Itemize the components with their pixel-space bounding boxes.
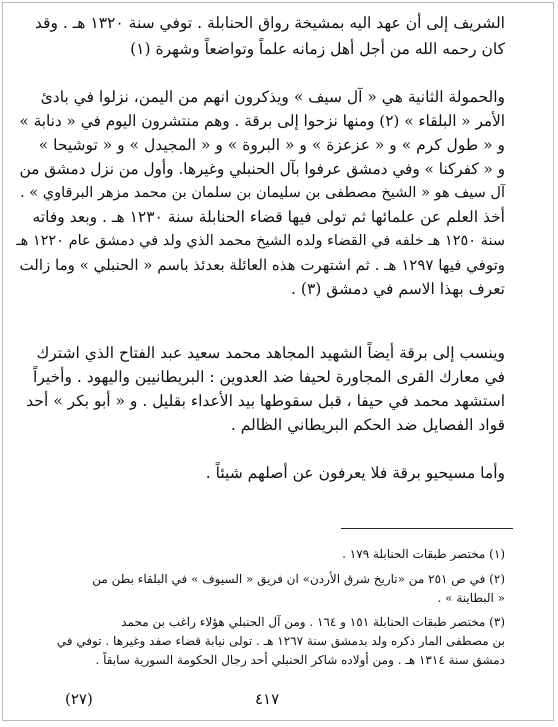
paragraph-2-line-1: والحمولة الثانية هي « آل سيف » ويذكرون انهم من اليمن، نزلوا في بادئ [40,88,505,106]
paragraph-3-line-3: استشهد محمد في حيفا ، قبل سقوطها بيد الأعداء بقليل . و « أبو بكر » أحد [26,392,505,410]
paragraph-2-line-8: وتوفي فيها ١٢٩٧ هـ . ثم اشتهرت هذه العائلة بعدئذ باسم « الحنبلي » وما زالت [19,256,505,274]
footnote-1: (١) مختصر طبقات الحنابلة ١٧٩ . [342,547,505,561]
paragraph-2-line-3: و « طول كرم » و « عزعزة » و « البروة » و « المجيدل » و « توشيحا » [38,136,505,154]
page-number-center: ٤١٧ [255,690,280,708]
paragraph-2-line-4: و « كفركنا » وفي دمشق عرفوا بآل الحنبلي وغيرها. وأول من نزل دمشق من [19,160,505,178]
footnote-3-line-2: بن مصطفى المار ذكره ولد بدمشق سنة ١٢٦٧ هـ . تولى نيابة قضاء صفد وغيرها . توفي في [56,634,505,648]
footnote-separator [341,528,513,529]
paragraph-2-line-6: أخذ العلم عن علمائها ثم تولى فيها قضاء الحنابلة سنة ١٢٣٠ هـ . وبعد وفاته [32,208,505,226]
footnote-2-line-2: « البطاينة » . [437,591,505,605]
page-number-left: (٢٧) [65,690,93,708]
paragraph-3-line-2: في معارك القرى المجاورة لحيفا ضد العدوين : البريطانيين واليهود . وأخيراً [33,368,505,386]
paragraph-4-line-1: وأما مسيحيو برقة فلا يعرفون عن أصلهم شيئاً . [205,464,505,482]
document-page [2,2,554,721]
footnote-3-line-1: (٣) مختصر طبقات الحنابلة ١٥١ و ١٦٤ . ومن آل الحنبلي هؤلاء راغب بن محمد [121,615,505,629]
paragraph-2-line-2: الأمر « البلقاء » (٢) ومنها نزحوا إلى برقة . وهم منتشرون اليوم في « دنابة » [19,112,505,130]
footnote-3-line-3: دمشق سنة ١٣١٤ هـ . ومن أولاده شاكر الحنبلي أحد رجال الحكومة السورية سابقاً . [95,653,505,667]
paragraph-1-line-2: كان رحمه الله من أجل أهل زمانه علماً وتواضعاً وشهرة (١) [130,40,505,58]
paragraph-1-line-1: الشريف إلى أن عهد اليه بمشيخة رواق الحنابلة . توفي سنة ١٣٢٠ هـ . وقد [34,14,505,32]
paragraph-3-line-1: وينسب إلى برقة أيضاً الشهيد المجاهد محمد سعيد عبد الفتاح الذي اشترك [36,344,505,362]
paragraph-2-line-5: آل سيف هو « الشيخ مصطفى بن سليمان بن سلمان بن محمد مزهر البرقاوي » . [20,185,505,201]
paragraph-3-line-4: قواد الفصايل ضد الحكم البريطاني الظالم . [230,416,505,434]
paragraph-2-line-7: سنة ١٢٥٠ هـ خلفه في القضاء ولده الشيخ محمد الذي ولد في دمشق عام ١٢٢٠ هـ [16,233,505,249]
footnote-2-line-1: (٢) في ص ٢٥١ من «تاريخ شرق الأردن» ان فريق « السيوف » في البلقاء بطن من [92,572,505,586]
paragraph-2-line-9: تعرف بهذا الاسم في دمشق (٣) . [291,280,505,298]
